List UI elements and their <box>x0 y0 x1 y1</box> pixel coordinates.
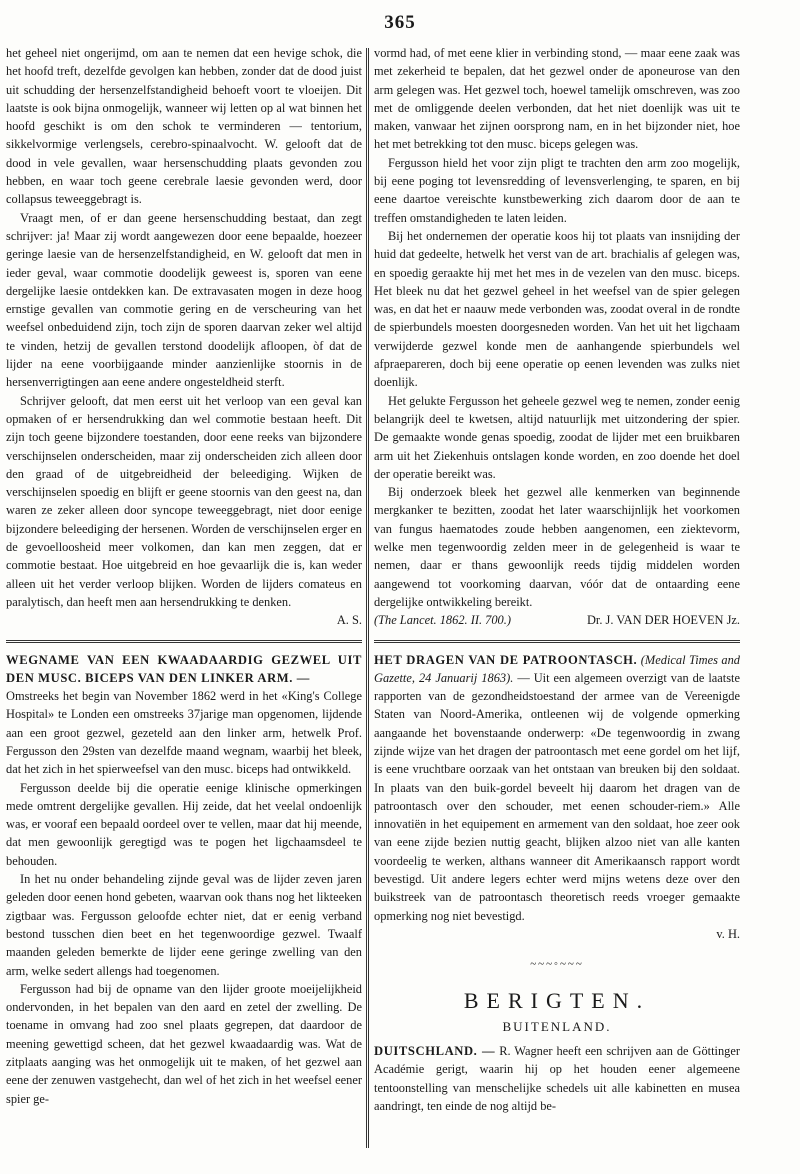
citation-source: (The Lancet. 1862. II. 700.) <box>374 613 511 628</box>
paragraph: vormd had, of met eene klier in verbinding stond, — maar eene zaak was met zekerheid te bepalen, dat het gezwel onder de aponeurose van den arm gelegen was. Het gezwel toch, hoewel tamelijk omschreven, was zoo met de omliggende deelen verbonden, dat het niet doenlijk was uit te maken, vanwaar het zijnen oorsprong nam, en in het bijzonder niet, hoe het met betrekking tot den musc. biceps gelegen was. <box>374 46 740 152</box>
paragraph: Omstreeks het begin van November 1862 werd in het «King's College Hospital» te Londen een omstreeks 37jarige man opgenomen, lijdende aan een groot gezwel, gezeteld aan den linker arm, hetwelk Prof. Fergusson den 29sten van dezelfde maand wegnam, waarbij het bleek, dat het zich in het spierweefsel van den musc. biceps had ontwikkeld. <box>6 689 362 777</box>
paragraph: Het gelukte Fergusson het geheele gezwel weg te nemen, zonder eenig belangrijk deel te kwetsen, altijd natuurlijk met uitzondering der spier. De gemaakte wonde genas spoedig, zoodat de lijder met een bruikbaren arm uit het Ziekenhuis ontslagen konde worden, en zoo doende het doel der operatie bereikt was. <box>374 393 740 481</box>
article-divider <box>374 640 740 643</box>
section-title: BERIGTEN. <box>463 987 651 1013</box>
page-number: 365 <box>384 12 416 33</box>
column-divider <box>366 48 369 1148</box>
paragraph: Fergusson deelde bij die operatie eenige klinische opmerkingen mede omtrent dergelijke gevallen. Hij zeide, dat het veelal ondoenlijk was, er vooraf een bepaald oordeel over te vellen, maar dat hij meende, dat men gewoonlijk geregtigd was te pogen het ligchaamsdeel te behouden. <box>6 780 362 868</box>
ornament: ~~~◦~~~ <box>530 958 584 971</box>
paragraph: Bij het ondernemen der operatie koos hij tot plaats van insnijding der huid dat gedeelte, hetwelk het verst van de art. brachialis af gelegen was, en spoedig geraakte hij met het mes in de vezelen van den musc. biceps. Het bleek nu dat het gezwel geheel in het weefsel van de spier gelegen was, en dat het er naauw mede verbonden was, zoodat overal in de rondte de spierbundels moesten doorgesneden worden. Van het uit het ligchaam verwijderde gezwel konde men de aanhangende spierbundels wel afpraepareren, doch bij eene operatie op eenen levenden was zulks niet doenlijk. <box>374 228 740 390</box>
signature: A. S. <box>336 613 362 628</box>
paragraph <box>374 1042 740 1115</box>
citation-source: (Medical Times and Gazette, 24 Januarij 1863). <box>374 652 740 685</box>
paragraph: In het nu onder behandeling zijnde geval was de lijder zeven jaren geleden door eenen hond gebeten, waarvan ook thans nog het likteeken zigtbaar was. Fergusson geloofde echter niet, dat er eenig verband bestond tusschen dien beet en het tegenwoordige gezwel. Twaalf maanden geleden bemerkte de lijder eene geringe zwelling van den arm, welke sedert allengs had toegenomen. <box>6 872 362 978</box>
paragraph: het geheel niet ongerijmd, om aan te nemen dat een hevige schok, die het hoofd treft, dezelfde gevolgen kan hebben, zonder dat de dood juist uit schudding der hersenzelfstandigheid behoeft voort te vloeijen. Dit laatste is ook bijna onmogelijk, wanneer wij letten op al wat binnen het hoofd geschikt is om den schok te verminderen — tentorium, sikkelvormige verlengsels, cerebro-spinaalvocht. W. gelooft dat de dood in vele gevallen, waar hersenschudding plaats gevonden zou hebben, en waar toch geene cerebrale laesie gevonden werd, door collapsus teweeggebragt is. <box>6 46 362 207</box>
paragraph-text: R. Wagner heeft een schrijven aan de Göttinger Académie gerigt, waarin hij op het houden eener algemeene tentoonstelling van menschelijke schedels uit alle kabinetten en musea aandringt, ten einde de nog altijd be- <box>374 1044 740 1114</box>
signature: v. H. <box>716 926 740 941</box>
signature: Dr. J. VAN DER HOEVEN Jz. <box>586 613 740 628</box>
right-column <box>374 44 740 1115</box>
paragraph <box>374 651 740 925</box>
paragraph: Fergusson had bij de opname van den lijder groote moeijelijkheid ondervonden, in het bepalen van den aard en zetel der zwelling. De toename in omvang had zoo snel plaats gegrepen, dat daardoor de meening gewettigd scheen, dat het gezwel kwaadaardig was. Wat de zitplaats aanging was het onmogelijk uit te maken, of het gezwel aan eene der zenuwen vastgehecht, dan wel of het zich in het weefsel eener spier ge- <box>6 981 362 1106</box>
paragraph-text: — Uit een algemeen overzigt van de laatste rapporten van de gezondheidstoestand der armee van de Vereenigde Staten van Noord-Amerika, ontleenen wij de volgende opmerking aangaande het bovenstaande onderwerp: «De tegenwoordig in zwang zijnde wijze van het dragen der patroontasch met eene gordel om het lijf, is eene vruchtbare oorzaak van het ontstaan van breuken bij den soldaat. In plaats van den buik-gordel beveelt hij daarom het dragen van de patroontasch over den schouder, met eenen schouder-riem.» Alle innovatiën in het equipement en armement van den soldaat, hoe zeer ook van eene zijde bezien nuttig geacht, blijken alzoo niet van alle kanten voordeelig te werken, althans wanneer dit Amerikaansch rapport wordt bevestigd. Uit andere legers echter werd mijns wetens deze over den buikstreek van de patroontasch theoretisch reeds vroeger gemaakte opmerking nog niet bevestigd. <box>374 670 741 923</box>
citation-line <box>374 611 740 629</box>
article-divider <box>6 640 362 643</box>
article-title: WEGNAME VAN EEN KWAADAARDIG GEZWEL UIT DEN MUSC. BICEPS VAN DEN LINKER ARM. — <box>6 652 362 685</box>
article-title: HET DRAGEN VAN DE PATROONTASCH. <box>374 652 638 667</box>
article-lead: DUITSCHLAND. — <box>374 1044 496 1059</box>
paragraph: Schrijver gelooft, dat men eerst uit het verloop van een geval kan opmaken of er hersendrukking dan wel commotie bestaan heeft. Dit zijn toch geene bijzondere toestanden, door eene reeks van bijzondere verschijnselen onderscheiden, maar zij onderscheiden zich alleen door den graad of de uitgebreidheid der beleediging. Wijken de verschijnselen spoedig en blijft er geene stoornis van den geest na, dan waren ze zeker alleen door syncope teweeggebragt, niet door eenige bijzondere beleediging der hersenen. Worden de verschijnselen erger en de gevoelloosheid meer volkomen, dan kan men zeggen, dat er commotie bestaat. Hoe uitgebreid en hoe gevaarlijk die is, kan weder alleen uit het verder verloop blijken. Worden de lijders comateus en paralytisch, dan heeft men aan hersendrukking te denken. <box>6 393 363 609</box>
left-column <box>6 44 362 1108</box>
section-subtitle: BUITENLAND. <box>502 1018 612 1034</box>
paragraph: Bij onderzoek bleek het gezwel alle kenmerken van beginnende mergkanker te bezitten, zoodat het later waarschijnlijk het voorkomen van fungus haematodes zoude hebben aangenomen, een ziektevorm, welke men tegenwoordig zelden meer in de gelegenheid is waar te nemen, daar er thans gewoonlijk reeds tijdig middelen worden aangewend tot voorkoming daarvan, vóór dat de ontaarding eene dergelijke ontwikkeling bereikt. <box>374 485 740 609</box>
paragraph: Fergusson hield het voor zijn pligt te trachten den arm zoo mogelijk, bij eene poging tot levensredding of levensverlenging, te sparen, en bij eene daartoe vereischte kunstbewerking zich daarom door de aan te treffen omstandigheden te laten leiden. <box>374 155 740 225</box>
paragraph: Vraagt men, of er dan geene hersenschudding bestaat, dan zegt schrijver: ja! Maar zij wordt aangewezen door eene bepaalde, hoezeer geringe laesie van de hersenzelfstandigheid, en W. gelooft dat men in ieder geval, waar commotie doodelijk geweest is, sporen van eene dergelijke laesie ontdekken kan. De extravasaten mogen in deze hoog ernstige gevallen van commotie gering en de verscheuring van het weefsel onbeduidend zijn, toch zijn de sporen daarvan zeker wel altijd te vinden, hetzij de gevallen terstond doodelijk afloopen, òf dat de lijder na eene voorbijgaande minder aanzienlijke stoornis in de hersenverrigtingen aan eene andere ongesteldheid sterft. <box>6 210 362 390</box>
